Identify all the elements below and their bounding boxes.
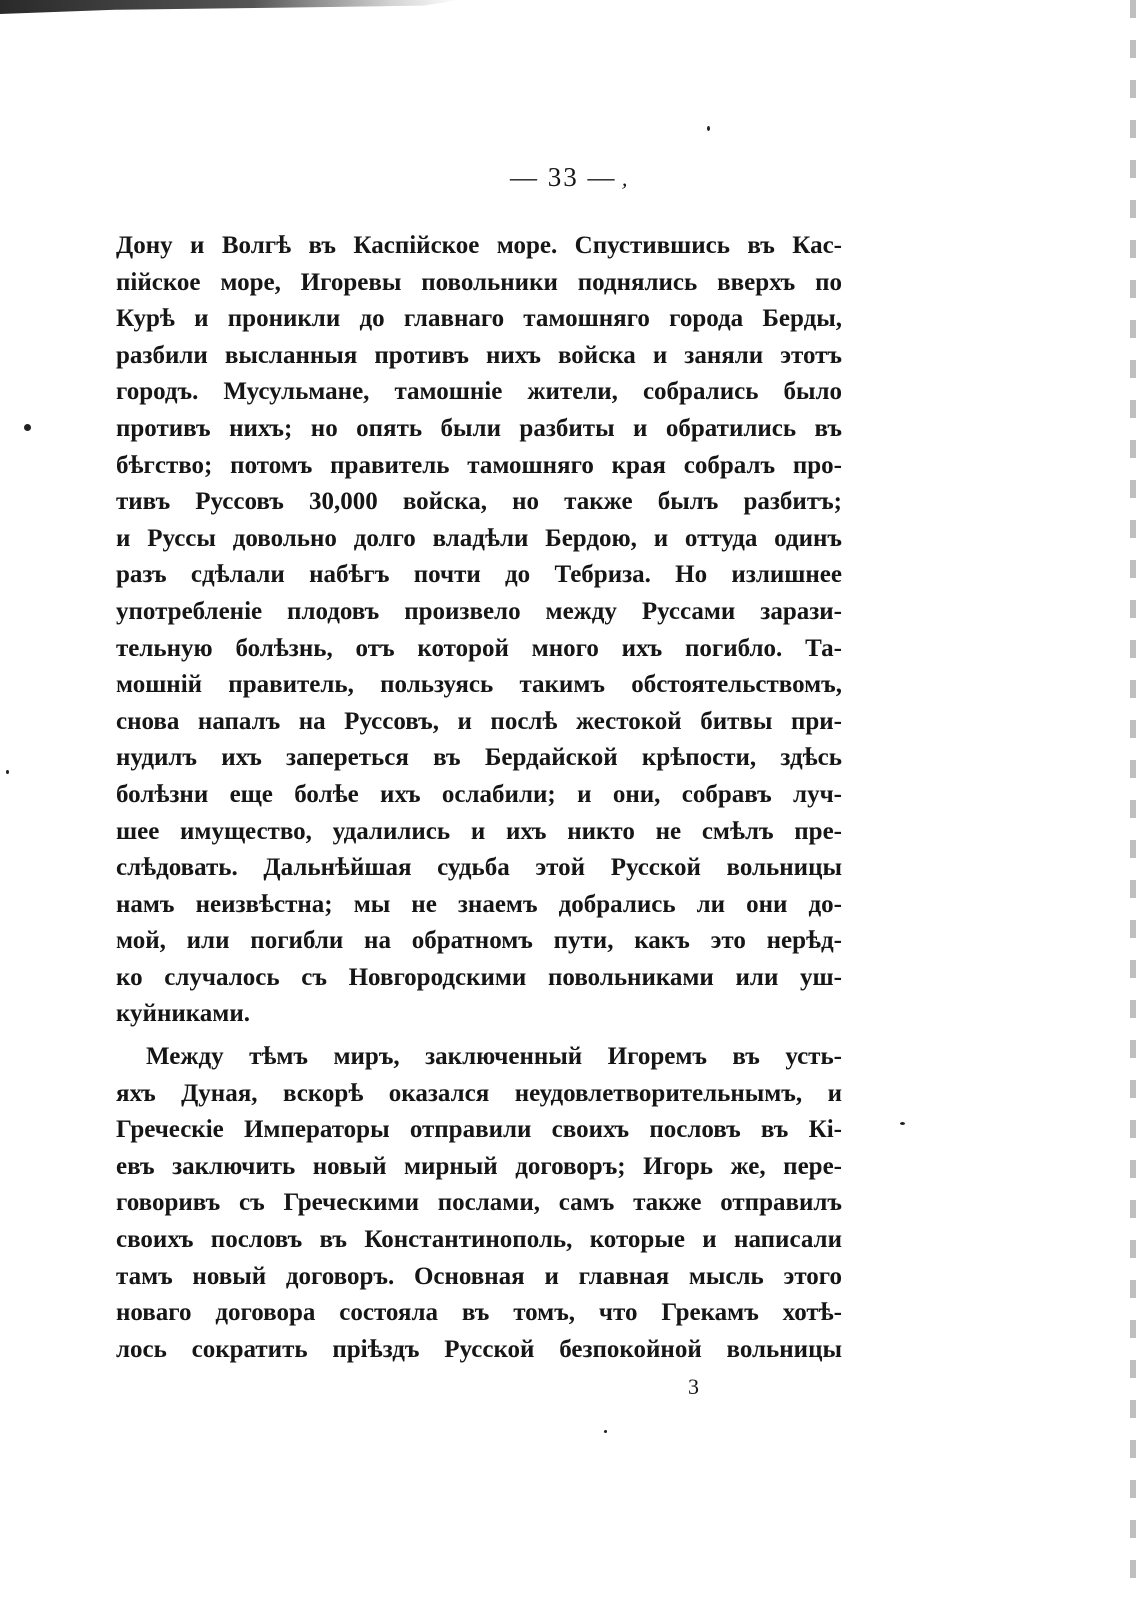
- scan-edge-right-shadow: [1130, 0, 1136, 1600]
- text-line: слѣдовать. Дальнѣйшая судьба этой Русской вольницы: [116, 854, 842, 882]
- text-line: противъ нихъ; но опять были разбиты и обратились въ: [116, 414, 842, 442]
- ink-speck: [707, 126, 710, 131]
- text-line: употребленіе плодовъ произвело между Руссами зарази-: [116, 597, 842, 625]
- text-line: и Руссы довольно долго владѣли Бердою, и оттуда одинъ: [116, 524, 842, 552]
- text-line: Между тѣмъ миръ, заключенный Игоремъ въ усть-: [146, 1043, 842, 1071]
- text-line: мошній правитель, пользуясь такимъ обстоятельствомъ,: [116, 671, 842, 699]
- ink-speck: [6, 770, 9, 774]
- text-line: тивъ Руссовъ 30,000 войска, но также былъ разбитъ;: [116, 488, 842, 516]
- ink-speck: [24, 424, 31, 431]
- text-line: ко случалось съ Новгородскими повольниками или уш-: [116, 963, 842, 991]
- text-line: мой, или погибли на обратномъ пути, какъ это нерѣд-: [116, 927, 842, 955]
- text-line: Греческіе Императоры отправили своихъ пословъ въ Кі-: [116, 1116, 842, 1144]
- text-line: снова напалъ на Руссовъ, и послѣ жестокой битвы при-: [116, 707, 842, 735]
- body-text: [116, 228, 842, 1368]
- text-line: шее имущество, удалились и ихъ никто не смѣлъ пре-: [116, 817, 842, 845]
- page-number-header: [0, 162, 1140, 193]
- scan-edge-shadow: [0, 0, 460, 14]
- text-line: евъ заключить новый мирный договоръ; Игорь же, пере-: [116, 1152, 842, 1180]
- text-line: намъ неизвѣстна; мы не знаемъ добрались ли они до-: [116, 890, 842, 918]
- text-line: разъ сдѣлали набѣгъ почти до Тебриза. Но излишнее: [116, 561, 842, 589]
- text-line: Курѣ и проникли до главнаго тамошняго города Берды,: [116, 305, 842, 333]
- text-line: своихъ пословъ въ Константинополь, которые и написали: [116, 1226, 842, 1254]
- text-line: пійское море, Игоревы повольники поднялись вверхъ по: [116, 268, 842, 296]
- text-line: куйниками.: [116, 1000, 250, 1028]
- text-line: разбили высланныя противъ нихъ войска и заняли этотъ: [116, 341, 842, 369]
- text-line: Дону и Волгѣ въ Каспійское море. Спустившись въ Кас-: [116, 232, 842, 259]
- header-stray-mark: ,: [620, 165, 633, 192]
- page-number: — 33 —: [510, 162, 617, 192]
- signature-mark: 3: [688, 1374, 699, 1399]
- text-line: говоривъ съ Греческими послами, самъ также отправилъ: [116, 1189, 842, 1217]
- text-line: болѣзни еще болѣе ихъ ослабили; и они, собравъ луч-: [116, 780, 842, 808]
- ink-speck: [604, 1430, 607, 1433]
- text-line: яхъ Дуная, вскорѣ оказался неудовлетворительнымъ, и: [116, 1079, 842, 1107]
- text-line: нудилъ ихъ запереться въ Бердайской крѣпости, здѣсь: [116, 744, 842, 772]
- text-line: тамъ новый договоръ. Основная и главная мысль этого: [116, 1262, 842, 1290]
- text-line: тельную болѣзнь, отъ которой много ихъ погибло. Та-: [116, 634, 842, 662]
- ink-speck: [900, 1122, 905, 1125]
- text-line: лось сократить пріѣздъ Русской безпокойной вольницы: [116, 1335, 842, 1363]
- text-line: бѣгство; потомъ правитель тамошняго края собралъ про-: [116, 451, 842, 479]
- text-line: новаго договора состояла въ томъ, что Грекамъ хотѣ-: [116, 1299, 842, 1327]
- text-line: городъ. Мусульмане, тамошніе жители, собрались было: [116, 378, 842, 406]
